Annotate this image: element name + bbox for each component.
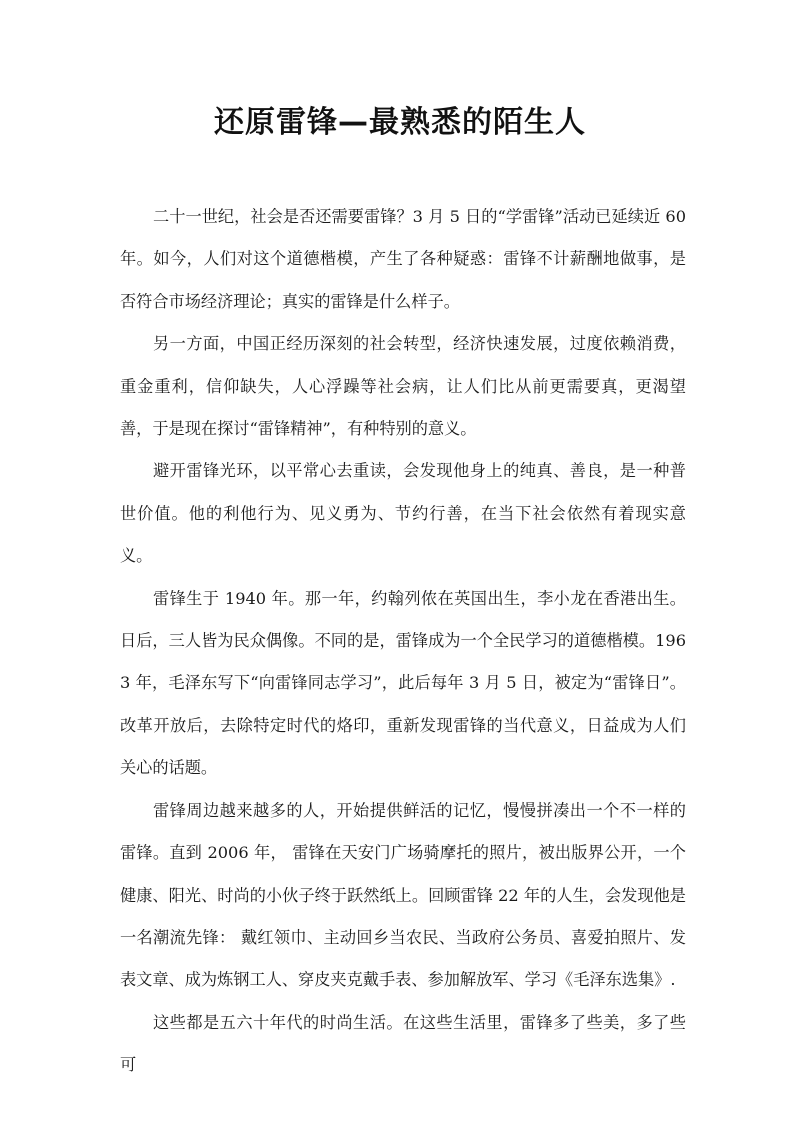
- paragraph-3: 避开雷锋光环，以平常心去重读，会发现他身上的纯真、善良，是一种普世价值。他的利他行为、见义勇为、节约行善，在当下社会依然有着现实意义。: [120, 461, 686, 566]
- paragraph-5: 雷锋周边越来越多的人，开始提供鲜活的记忆，慢慢拼凑出一个不一样的雷锋。直到 2006 年， 雷锋在天安门广场骑摩托的照片，被出版界公开，一个健康、阳光、时尚的小伙子终于跃然纸上。回顾雷锋 22 年的人生，会发现他是一名潮流先锋： 戴红领巾、主动回乡当农民、当政府公务员、喜爱拍照片、发表文章、成为炼钢工人、穿皮夹克戴手表、参加解放军、学习《毛泽东选集》.: [120, 800, 686, 990]
- paragraph-2: 另一方面，中国正经历深刻的社会转型，经济快速发展，过度依赖消费，重金重利，信仰缺失，人心浮躁等社会病，让人们比从前更需要真，更渴望善，于是现在探讨“雷锋精神”，有种特别的意义。: [120, 334, 686, 439]
- paragraph-4: 雷锋生于 1940 年。那一年，约翰列侬在英国出生，李小龙在香港出生。日后，三人皆为民众偶像。不同的是，雷锋成为一个全民学习的道德楷模。1963 年，毛泽东写下“向雷锋同志学习”，此后每年 3 月 5 日，被定为“雷锋日”。改革开放后，去除特定时代的烙印，重新发现雷锋的当代意义，日益成为人们关心的话题。: [120, 588, 686, 778]
- paragraph-6: 这些都是五六十年代的时尚生活。在这些生活里，雷锋多了些美，多了些可: [120, 1012, 686, 1075]
- document-title: 还原雷锋—最熟悉的陌生人: [214, 105, 586, 140]
- paragraph-1: 二十一世纪，社会是否还需要雷锋？3 月 5 日的“学雷锋”活动已延续近 60 年。如今，人们对这个道德楷模，产生了各种疑惑：雷锋不计薪酬地做事，是否符合市场经济理论；真实的雷锋是什么样子。: [120, 207, 686, 311]
- document-body: [120, 196, 686, 1087]
